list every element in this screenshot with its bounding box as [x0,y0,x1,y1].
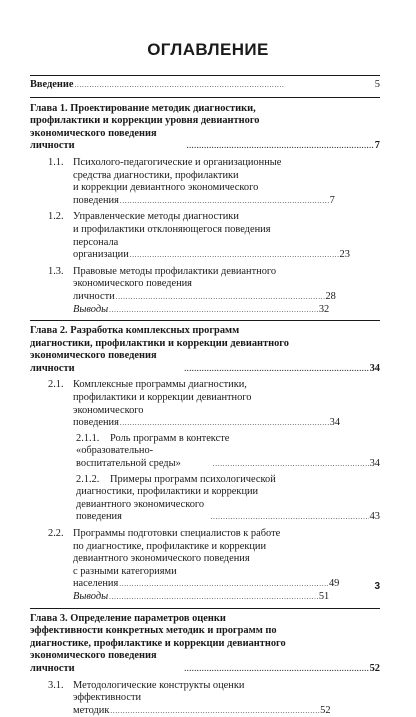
leader-dots [74,79,373,92]
subsection-line: девиантного экономического поведения [76,498,205,523]
leader-dots [187,140,374,153]
separator-rule [30,608,380,609]
section-line: экономического поведения личности [73,278,192,302]
section-line: с разными категориями населения [73,565,177,590]
toc-entry-intro[interactable] [30,79,380,92]
table-of-contents [30,75,380,717]
section-line: по диагностике, профилактике и коррекции [73,540,267,552]
toc-section-3-1[interactable] [30,680,380,717]
page-number: 3 [374,581,380,592]
toc-section-1-3[interactable] [30,266,380,316]
leader-dots [120,195,329,206]
section-line: экономического поведения [73,404,144,429]
chapter-line: Глава 2. Разработка комплексных программ [30,325,240,337]
chapter-line: экономического поведения личности [30,650,157,674]
section-line: средства диагностики, профилактики [73,169,239,181]
section-line: эффективности методик [73,692,142,716]
section-line: Правовые методы профилактики девиантного [73,265,277,277]
chapter-line: Глава 1. Проектирование методик диагностики, [30,102,256,114]
subsection-line: «образовательно-воспитательной среды» [76,445,181,470]
section-line: профилактики и коррекции девиантного [73,392,252,404]
section-number: 2.2. [48,528,64,539]
entry-page: 34 [369,458,380,470]
entry-page: 52 [320,704,331,716]
leader-dots [116,291,325,302]
section-line: Методологические конструкты оценки [73,679,245,691]
toc-subsection-2-1-1[interactable] [30,433,380,471]
entry-page: 5 [374,79,380,90]
separator-rule [30,320,380,321]
leader-dots [109,591,318,602]
subsection-number: 2.1.2. [76,473,100,485]
section-line: персонала организации [73,236,129,261]
leader-dots [110,705,319,716]
chapter-line: экономического поведения личности [30,127,157,152]
leader-dots [119,578,328,589]
leader-dots [184,663,368,676]
leader-dots [120,417,329,428]
leader-dots [213,458,369,471]
entry-page: 23 [339,249,350,261]
section-number: 1.2. [48,211,64,223]
section-line: Программы подготовки специалистов к работе [73,528,281,539]
separator-rule [30,97,380,98]
section-number: 2.1. [48,379,64,391]
chapter-line: Глава 3. Определение параметров оценки [30,612,226,624]
toc-section-1-1[interactable] [30,157,380,207]
entry-page: 7 [329,194,335,206]
entry-page: 34 [329,417,341,429]
subsection-line: Примеры программ психологической [110,473,276,485]
page-title: ОГЛАВЛЕНИЕ [147,40,269,59]
toc-chapter-1[interactable] [30,103,380,153]
entry-page: 32 [318,303,330,315]
leader-dots [109,304,318,315]
section-number: 1.1. [48,156,64,168]
subsection-line: диагностики, профилактики и коррекции [76,486,259,498]
conclusions-label: Выводы [73,590,109,602]
toc-chapter-3[interactable] [30,613,380,676]
section-line: и профилактики отклоняющегося поведения [73,223,271,235]
entry-page: 51 [318,590,330,602]
entry-page: 49 [328,578,340,590]
leader-dots [130,249,339,260]
toc-section-1-2[interactable] [30,211,380,261]
section-line: Психолого-педагогические и организационные [73,156,282,168]
chapter-line: экономического поведения личности [30,350,157,374]
chapter-line: профилактики и коррекции уровня девиантного [30,115,260,127]
chapter-line: диагностике, профилактике и коррекции девиантного [30,637,286,649]
subsection-line: Роль программ в контексте [110,432,230,444]
conclusions-label: Выводы [73,303,109,315]
toc-chapter-2[interactable] [30,325,380,375]
section-line: девиантного экономического поведения [73,553,250,565]
section-number: 1.3. [48,265,64,277]
entry-page: 28 [325,290,336,302]
subsection-number: 2.1.1. [76,432,100,444]
section-line: Управленческие методы диагностики [73,211,239,223]
section-number: 3.1. [48,679,64,691]
toc-section-2-1[interactable] [30,379,380,429]
section-line: и коррекции девиантного экономического поведения [73,182,259,206]
entry-page: 52 [369,662,380,674]
leader-dots [184,363,368,376]
entry-page: 34 [369,362,380,374]
entry-text: Введение [30,79,74,90]
chapter-line: эффективности конкретных методик и программ по [30,625,277,637]
entry-page: 7 [374,140,380,152]
entry-page: 43 [369,511,380,523]
chapter-line: диагностики, профилактики и коррекции девиантного [30,337,289,349]
toc-subsection-2-1-2[interactable] [30,474,380,524]
section-line: Комплексные программы диагностики, [73,379,247,391]
toc-section-2-2[interactable] [30,528,380,604]
leader-dots [211,511,369,524]
